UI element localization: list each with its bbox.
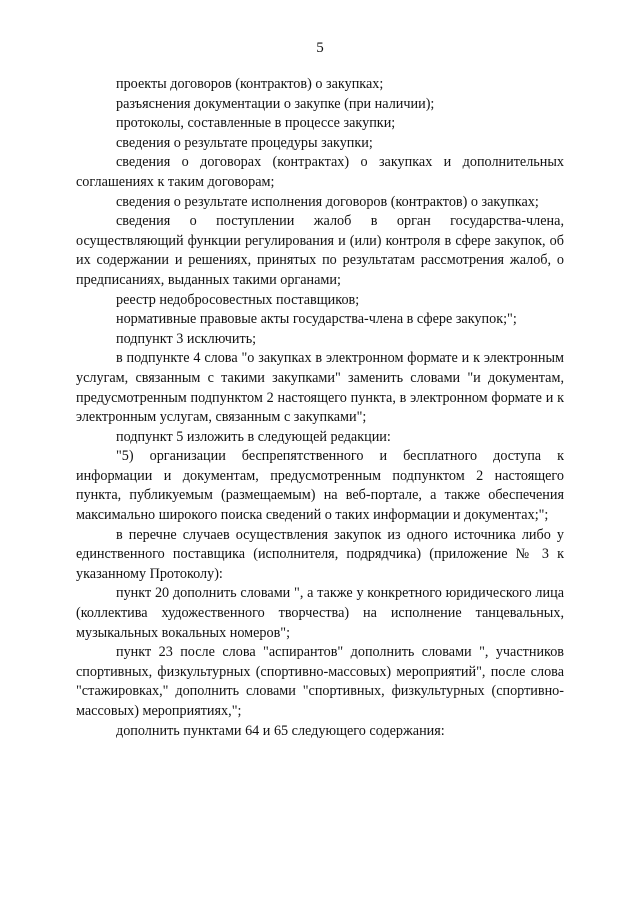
- paragraph-procedure-result: сведения о результате процедуры закупки;: [116, 134, 373, 151]
- paragraph-item-20: пункт 20 дополнить словами ", а также у конкретного юридического лица (коллектива художественного творчества) на исполнение танцевальных, музыкальных вокальных номеров";: [76, 585, 564, 641]
- paragraph-contracts-info: сведения о договорах (контрактах) о закупках и дополнительных соглашениях к таким договорам;: [76, 154, 564, 190]
- page-number: 5: [316, 40, 324, 56]
- paragraph-subitem-5-intro: подпункт 5 изложить в следующей редакции:: [116, 428, 391, 445]
- paragraph-subitem-3: подпункт 3 исключить;: [116, 330, 257, 347]
- paragraph-execution-result: сведения о результате исполнения договоров (контрактов) о закупках;: [116, 193, 539, 210]
- paragraph-protocols: протоколы, составленные в процессе закупки;: [116, 115, 396, 132]
- paragraph-normative-acts: нормативные правовые акты государства-члена в сфере закупок;";: [116, 311, 517, 328]
- paragraph-single-source-list: в перечне случаев осуществления закупок из одного источника либо у единственного поставщика (исполнителя, подрядчика) (приложение № 3 к указанному Протоколу):: [76, 526, 564, 582]
- paragraph-items-64-65: дополнить пунктами 64 и 65 следующего содержания:: [116, 722, 445, 739]
- paragraph-draft-contracts: проекты договоров (контрактов) о закупках;: [116, 76, 384, 92]
- paragraph-subitem-4: в подпункте 4 слова "о закупках в электронном формате и к электронным услугам, связанным с такими закупками" заменить словами "и документам, предусмотренным подпунктом 2 настоящего пункта, в электронном формате и к электронным услугам, связанным с закупками";: [76, 350, 564, 426]
- document-body: [76, 75, 564, 741]
- paragraph-complaints: сведения о поступлении жалоб в орган государства-члена, осуществляющий функции регулирования и (или) контроля в сфере закупок, об их содержании и решениях, принятых по результатам рассмотрения жалоб, о предписаниях, выданных такими органами;: [76, 213, 564, 288]
- paragraph-clarifications: разъяснения документации о закупке (при наличии);: [116, 95, 435, 112]
- paragraph-subitem-5-text: "5) организации беспрепятственного и бесплатного доступа к информации и документам, предусмотренным подпунктом 2 настоящего пункта, публикуемым (размещаемым) на веб-портале, а также обеспечения максимально широкого поиска сведений о таких информации и документах;";: [76, 448, 564, 524]
- paragraph-item-23: пункт 23 после слова "аспирантов" дополнить словами ", участников спортивных, физкультурных (спортивно-массовых) мероприятий", после слова "стажировках," дополнить словами "спортивных, физкультурных (спортивно-массовых) мероприятиях,";: [76, 644, 564, 719]
- paragraph-unscrupulous-register: реестр недобросовестных поставщиков;: [116, 291, 360, 308]
